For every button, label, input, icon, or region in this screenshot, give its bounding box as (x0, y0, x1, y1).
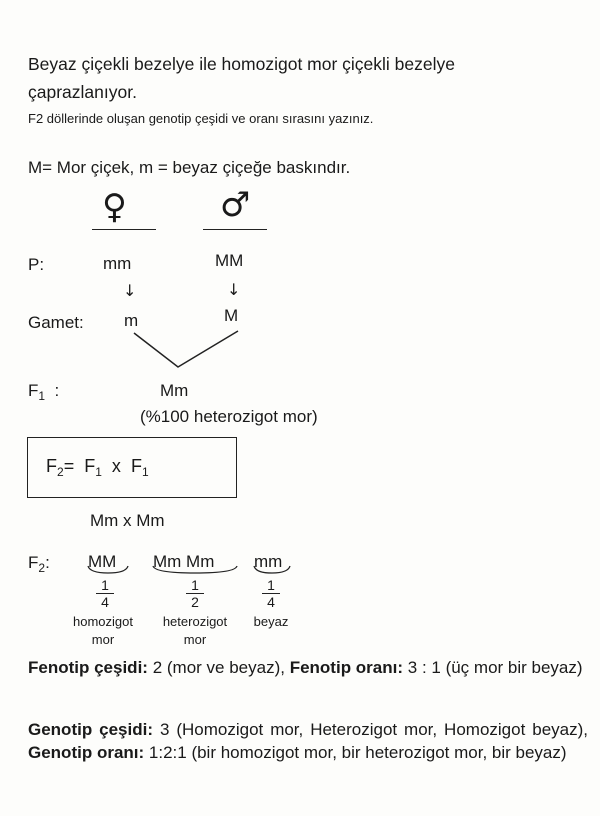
question-instruction: F2 döllerinde oluşan genotip çeşidi ve oranı sırasını yazınız. (28, 111, 374, 126)
fraction-numerator: 1 (96, 577, 114, 594)
f2-genotype-heterozygous: Mm Mm (153, 552, 215, 571)
f2-label (28, 553, 50, 575)
brace-icon (252, 564, 292, 576)
formula-times: x (111, 456, 121, 476)
phenotype-ratio-label: Fenotip oranı: (289, 658, 404, 677)
parent-male-genotype: MM (215, 251, 244, 270)
f1-label-main: F (28, 381, 39, 400)
phenotype-kind-label: Fenotip çeşidi: (28, 658, 148, 677)
genotype-ratio-label: Genotip oranı: (28, 743, 145, 762)
genotype-kind-label: Genotip çeşidi: (28, 720, 154, 739)
f2-genotype-mm-recessive: mm (254, 552, 283, 571)
genotype-summary (28, 718, 588, 764)
cross-lines (120, 325, 250, 375)
label-homozygous-purple (58, 613, 148, 649)
f2-genotype-mm-homozygous: MM (88, 552, 117, 571)
phenotype-ratio-value: 3 : 1 (üç mor bir beyaz) (407, 658, 583, 677)
phenotype-kind-value: 2 (mor ve beyaz), (152, 658, 285, 677)
parent-female-genotype: mm (103, 254, 132, 273)
formula-equals: = (63, 456, 75, 476)
parents-label: P: (28, 255, 45, 274)
genotype-kind-value: 3 (Homozigot mor, Heterozigot mor, Homozigot beyaz), (159, 720, 588, 739)
fraction-denominator: 2 (191, 594, 199, 610)
formula-f2-letter: F (46, 456, 57, 476)
gamete-female: m (124, 311, 139, 330)
f2-label-colon: : (45, 553, 50, 572)
label-line-2: mor (91, 632, 115, 647)
gamete-male: M (224, 306, 239, 325)
fraction-denominator: 4 (267, 594, 275, 610)
label-line-2: mor (183, 632, 207, 647)
formula-f1a-letter: F (84, 456, 96, 476)
brace-icon (151, 564, 239, 576)
label-line-1: heterozigot (162, 614, 228, 629)
label-line-1: homozigot (73, 614, 133, 629)
dominance-statement: M= Mor çiçek, m = beyaz çiçeğe baskındır. (28, 158, 351, 177)
female-symbol-icon: ♀ (102, 187, 127, 227)
question-line-2: çaprazlanıyor. (28, 82, 137, 102)
fraction-numerator: 1 (186, 577, 204, 594)
female-underline (92, 229, 156, 230)
f2-formula (46, 456, 149, 479)
f1-genotype: Mm (160, 381, 189, 400)
f1-label (28, 381, 59, 403)
formula-f1a-sub: 1 (95, 465, 102, 479)
fraction-denominator: 4 (101, 594, 109, 610)
phenotype-summary (28, 656, 588, 679)
fraction-one-quarter (262, 577, 280, 610)
male-symbol-icon: ♂ (220, 185, 251, 225)
fraction-numerator: 1 (262, 577, 280, 594)
label-white (236, 613, 306, 631)
f1-note: (%100 heterozigot mor) (140, 407, 318, 426)
fraction-one-half (186, 577, 204, 610)
formula-f2-sub: 2 (57, 465, 64, 479)
label-heterozygous-purple (150, 613, 240, 649)
formula-f1b-sub: 1 (141, 465, 149, 479)
down-arrow-icon: ↓ (123, 281, 137, 300)
f2-label-main: F (28, 553, 39, 572)
genotype-ratio-value: 1:2:1 (bir homozigot mor, bir heterozigot mor, bir beyaz) (148, 743, 567, 762)
gametes-label: Gamet: (28, 313, 84, 332)
formula-f1b-letter: F (130, 456, 142, 476)
male-underline (203, 229, 267, 230)
question-line-1: Beyaz çiçekli bezelye ile homozigot mor çiçekli bezelye (28, 54, 455, 74)
f1-label-sub: 1 (38, 389, 46, 403)
f1-cross: Mm x Mm (90, 511, 165, 530)
brace-icon (86, 564, 130, 576)
fraction-one-quarter (96, 577, 114, 610)
label-line-1: beyaz (253, 614, 289, 629)
f1-label-colon: : (54, 381, 60, 400)
f2-label-sub: 2 (38, 561, 46, 575)
down-arrow-icon: ↓ (227, 280, 241, 299)
